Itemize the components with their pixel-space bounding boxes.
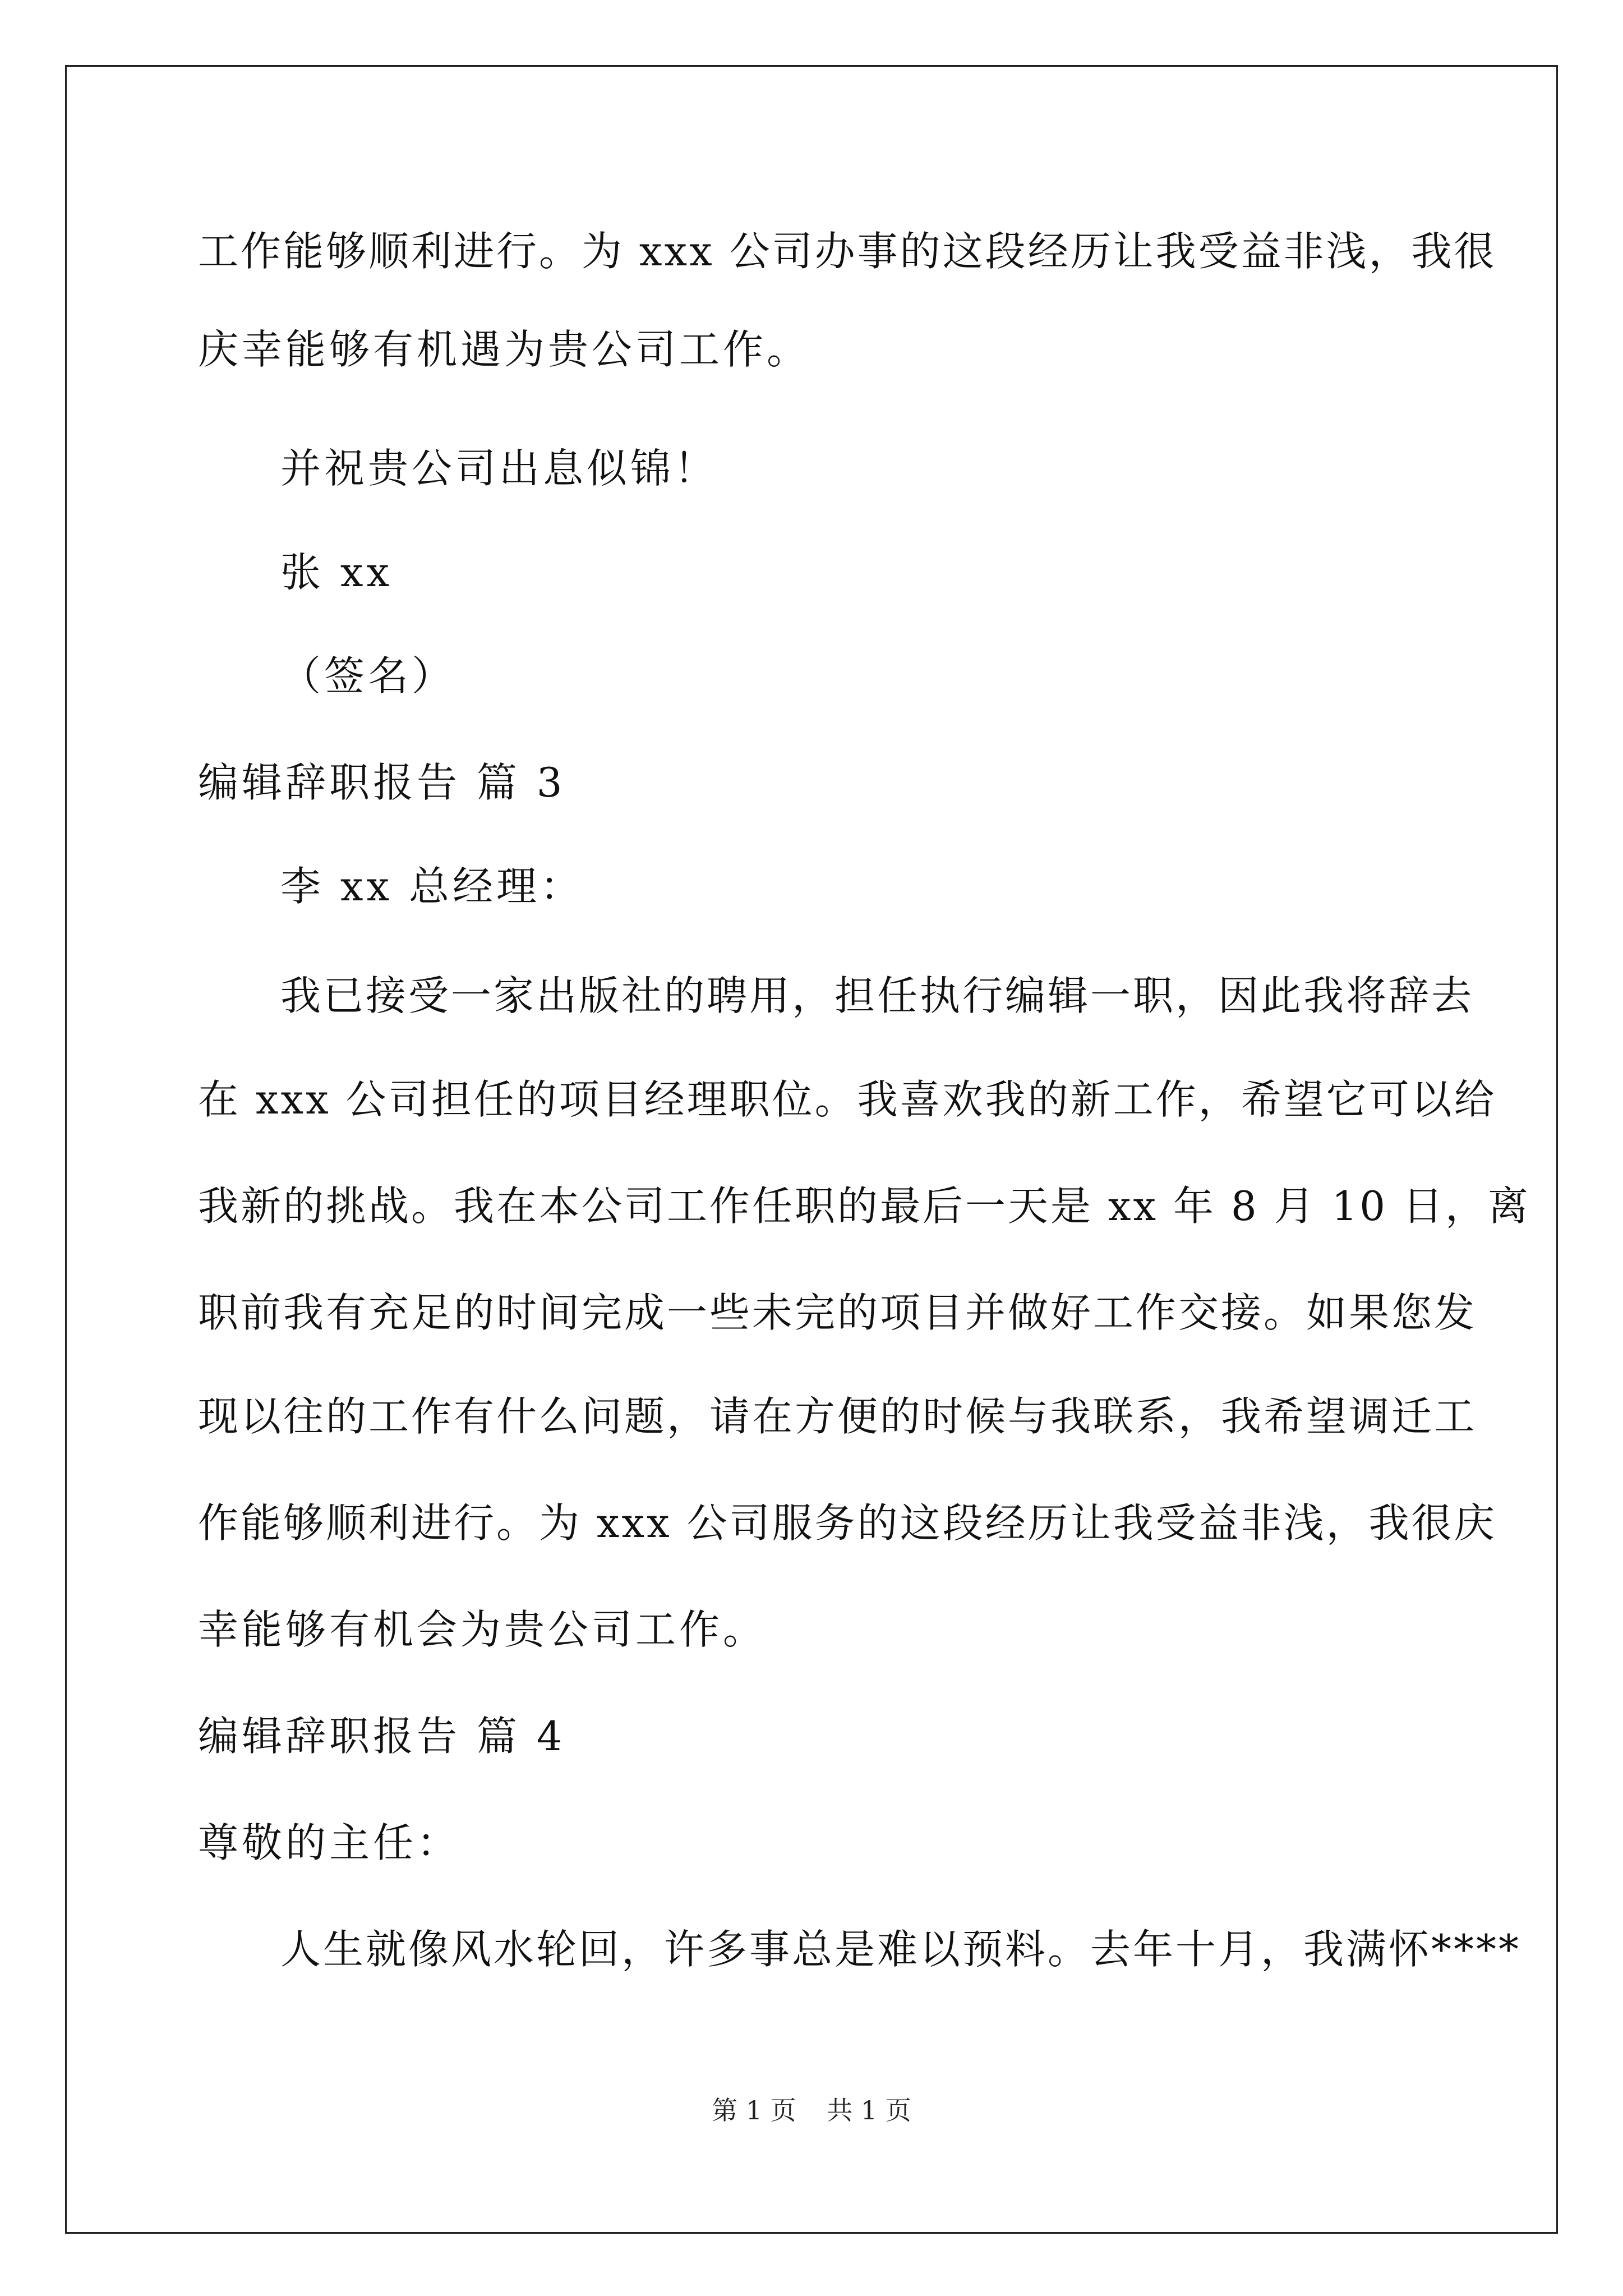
paragraph-line: 现以往的工作有什么问题，请在方便的时候与我联系，我希望调迁工 <box>198 1393 1477 1440</box>
paragraph-line: 工作能够顺利进行。为 xxx 公司办事的这段经历让我受益非浅，我很 <box>198 228 1497 275</box>
paragraph-line: 并祝贵公司出息似锦！ <box>280 445 718 492</box>
salutation: 尊敬的主任： <box>198 1819 461 1866</box>
paragraph-line: 职前我有充足的时间完成一些未完的项目并做好工作交接。如果您发 <box>198 1289 1477 1336</box>
paragraph-line: 在 xxx 公司担任的项目经理职位。我喜欢我的新工作，希望它可以给 <box>198 1076 1497 1123</box>
page-number: 第 1 页 <box>712 2095 796 2125</box>
section-heading: 编辑辞职报告 篇 3 <box>198 759 566 806</box>
paragraph-line: 我已接受一家出版社的聘用，担任执行编辑一职，因此我将辞去 <box>280 972 1474 1019</box>
section-heading: 编辑辞职报告 篇 4 <box>198 1713 566 1760</box>
signature-name: 张 xx <box>280 549 393 596</box>
signature-label: （签名） <box>280 652 456 700</box>
paragraph-line: 人生就像风水轮回，许多事总是难以预料。去年十月，我满怀**** <box>280 1926 1521 1973</box>
salutation: 李 xx 总经理： <box>280 863 584 910</box>
paragraph-line: 作能够顺利进行。为 xxx 公司服务的这段经历让我受益非浅，我很庆 <box>198 1499 1497 1547</box>
page-total: 共 1 页 <box>827 2095 911 2125</box>
paragraph-line: 幸能够有机会为贵公司工作。 <box>198 1606 767 1653</box>
page-border <box>65 65 1558 2234</box>
page-footer <box>0 2093 1623 2127</box>
paragraph-line: 庆幸能够有机遇为贵公司工作。 <box>198 326 811 373</box>
paragraph-line: 我新的挑战。我在本公司工作任职的最后一天是 xx 年 8 月 10 日，离 <box>198 1182 1530 1230</box>
